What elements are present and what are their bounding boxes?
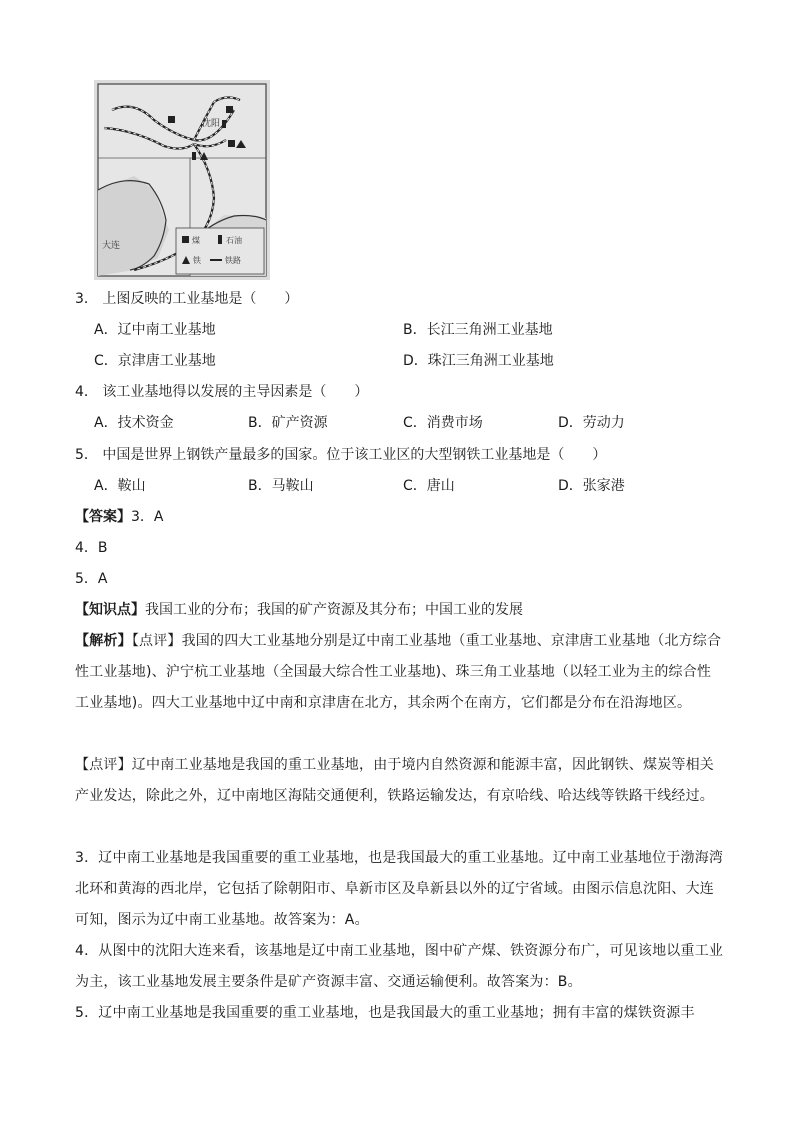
question-5-option-b: B．马鞍山 [248, 478, 314, 494]
analysis-paragraph-5: 5．辽中南工业基地是我国重要的重工业基地，也是我国最大的重工业基地；拥有丰富的煤铁资源丰 [75, 1005, 695, 1021]
coal-symbol [228, 140, 235, 147]
knowledge-tag: 【知识点】 [75, 602, 145, 618]
question-3-option-d: D．珠江三角洲工业基地 [403, 353, 554, 369]
question-4-stem: 4． 该工业基地得以发展的主导因素是（ ） [75, 384, 369, 400]
map-figure [94, 80, 270, 280]
question-3-option-b: B．长江三角洲工业基地 [403, 322, 553, 338]
analysis-paragraph-1 [75, 626, 725, 719]
legend-coal-icon [182, 236, 189, 243]
analysis-paragraph-2: 【点评】辽中南工业基地是我国的重工业基地，由于境内自然资源和能源丰富，因此钢铁、煤炭等相关产业发达，除此之外，辽中南地区海陆交通便利，铁路运输发达，有京哈线、哈达线等铁路干线经过。 [75, 757, 714, 804]
map-legend [176, 228, 264, 274]
coal-symbol [226, 106, 233, 113]
question-5-option-d: D．张家港 [558, 478, 625, 494]
question-4-option-a: A．技术资金 [94, 415, 174, 431]
answer-line [75, 507, 163, 527]
legend-railway-label: 铁路 [225, 256, 241, 265]
question-3-option-a: A．辽中南工业基地 [94, 322, 216, 338]
analysis-text-1: 【点评】我国的四大工业基地分别是辽中南工业基地（重工业基地、京津唐工业基地（北方综合性工业基地)、沪宁杭工业基地（全国最大综合性工业基地)、珠三角工业基地（以轻工业为主的综合性工业基地)。四大工业基地中辽中南和京津唐在北方，其余两个在南方，它们都是分布在沿海地区。 [75, 633, 722, 711]
knowledge-line [75, 600, 523, 620]
question-5-option-a: A．鞍山 [94, 478, 146, 494]
analysis-paragraph-3: 3．辽中南工业基地是我国重要的重工业基地，也是我国最大的重工业基地。辽中南工业基地位于渤海湾北环和黄海的西北岸，它包括了除朝阳市、阜新市区及阜新县以外的辽宁省域。由图示信息沈阳、大连可知，图示为辽中南工业基地。故答案为：A。 [75, 850, 724, 928]
question-5-stem: 5． 中国是世界上钢铁产量最多的国家。位于该工业区的大型钢铁工业基地是（ ） [75, 447, 607, 463]
legend-coal-label: 煤 [192, 236, 200, 245]
oil-symbol [222, 120, 226, 128]
map-label-shenyang: 沈阳 [202, 119, 221, 129]
analysis-tag: 【解析】 [75, 633, 132, 649]
answer-4: 4．B [75, 540, 108, 556]
question-5-option-c: C．唐山 [403, 478, 455, 494]
answer-tag: 【答案】 [75, 509, 131, 525]
legend-iron-label: 铁 [193, 256, 201, 265]
legend-oil-label: 石油 [226, 236, 242, 245]
question-4-option-b: B．矿产资源 [248, 415, 328, 431]
answer-3: 3．A [131, 509, 164, 525]
legend-oil-icon [218, 235, 222, 244]
answer-5: 5．A [75, 571, 108, 587]
knowledge-text: 我国工业的分布；我国的矿产资源及其分布；中国工业的发展 [145, 602, 523, 618]
analysis-paragraph-4: 4．从图中的沈阳大连来看，该基地是辽中南工业基地，图中矿产煤、铁资源分布广，可见该地以重工业为主，该工业基地发展主要条件是矿产资源丰富、交通运输便利。故答案为：B。 [75, 943, 724, 990]
oil-symbol [192, 152, 196, 160]
question-4-option-d: D．劳动力 [558, 415, 625, 431]
question-3-option-c: C．京津唐工业基地 [94, 353, 216, 369]
liaoning-industrial-map [94, 80, 270, 280]
question-4-option-c: C．消费市场 [403, 415, 483, 431]
question-3-stem: 3． 上图反映的工业基地是（ ） [75, 291, 299, 307]
coal-symbol [168, 116, 175, 123]
map-label-dalian: 大连 [102, 241, 121, 251]
